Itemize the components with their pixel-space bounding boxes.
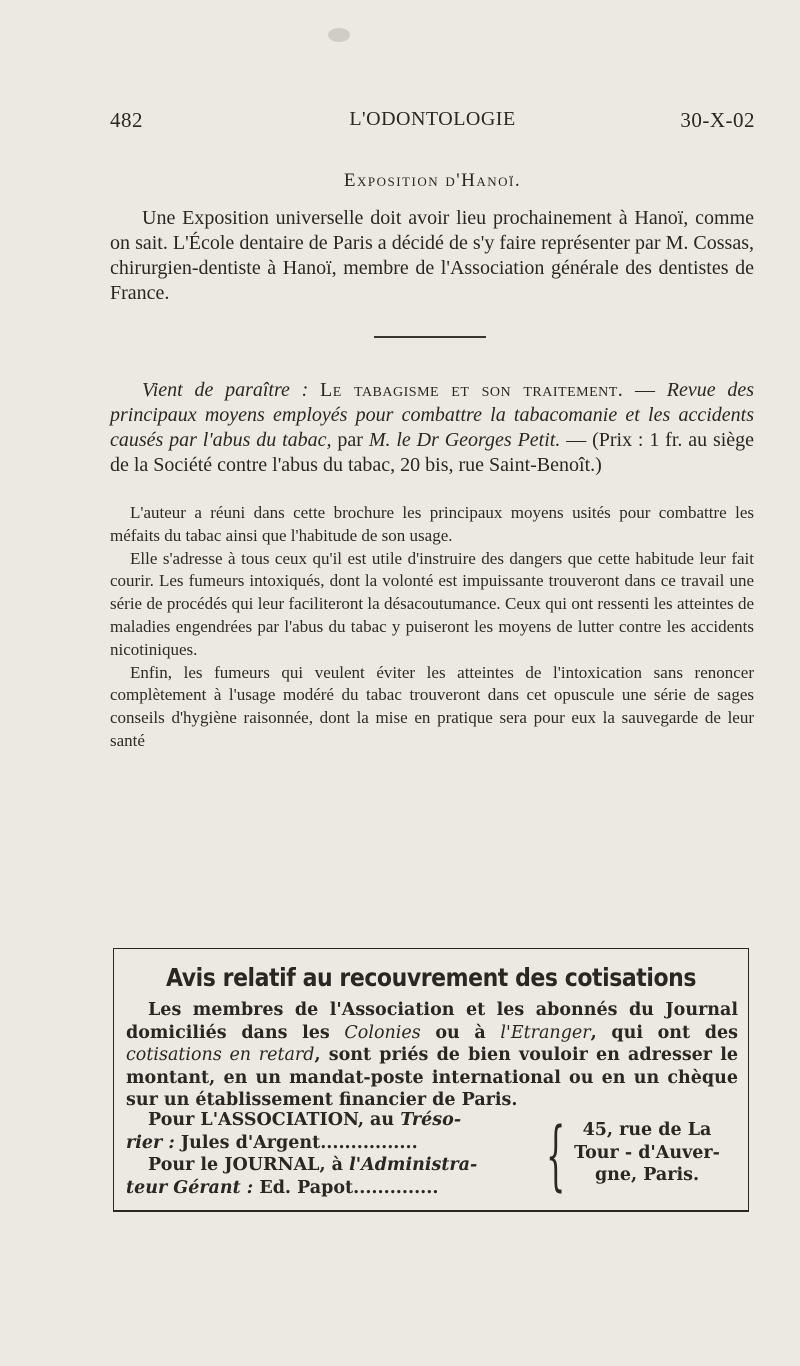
recipients bbox=[126, 1109, 546, 1199]
payment-addresses bbox=[126, 1109, 738, 1205]
notice-body bbox=[126, 999, 738, 1112]
notice-etranger: l'Etranger bbox=[500, 1022, 591, 1043]
review-lead: Vient de paraître : bbox=[142, 379, 309, 401]
notice-paragraph bbox=[126, 999, 738, 1112]
hanoi-article bbox=[110, 206, 754, 306]
journal-role-cont: teur Gérant : bbox=[126, 1177, 254, 1198]
review-book-title: Le tabagisme et son traitement. bbox=[320, 379, 624, 401]
notice-text: , qui ont des bbox=[590, 1022, 738, 1043]
running-header bbox=[110, 108, 755, 138]
notice-text: ou à bbox=[420, 1022, 501, 1043]
notice-cotisations: cotisations en retard bbox=[126, 1045, 315, 1065]
assoc-line-1 bbox=[126, 1109, 546, 1132]
section-title-hanoi: Exposition d'Hanoï. bbox=[343, 170, 522, 191]
review-dash-1: — bbox=[635, 379, 656, 401]
assoc-role-cont: rier : bbox=[126, 1132, 175, 1153]
ink-smudge bbox=[328, 28, 350, 42]
review-subtitle: Revue des principaux moyens employés pour combattre la tabacomanie et les accidents causés par l'abus du tabac, bbox=[110, 379, 755, 451]
review-paragraph: L'auteur a réuni dans cette brochure les principaux moyens usités pour combattre les méfaits du tabac ainsi que l'habitude de son usage. bbox=[110, 503, 754, 545]
review-paragraph: Elle s'adresse à tous ceux qu'il est utile d'instruire des dangers que cette habitude leur fait courir. Les fumeurs intoxiqués, dont la volonté est impuissante trouveront dans ce travail une série de procédés qui leur faciliteront la désacoutumance. Ceux qui ont ressenti les atteintes de maladies engendrées par l'abus du tabac y puiseront les moyens de lutter contre les accidents nicotiniques. bbox=[110, 548, 754, 659]
journal-leader-dots: .............. bbox=[353, 1177, 439, 1198]
assoc-role: Tréso- bbox=[400, 1110, 462, 1130]
journal-name: Ed. Papot bbox=[253, 1177, 354, 1198]
review-by: par bbox=[337, 429, 363, 451]
notice-text: , sont priés de bien vouloir en adresser le montant, en un mandat-poste international ou en un chèque sur un établissement financier de Paris. bbox=[126, 1045, 738, 1110]
review-paragraph: Enfin, les fumeurs qui veulent éviter les atteintes de l'intoxication sans renoncer complètement à l'usage modéré du tabac trouveront dans cet opuscule une série de sages conseils d'hygiène raisonnée, dont la mise en pratique sera pour eux la sauvegarde de leur santé bbox=[110, 662, 754, 750]
hanoi-paragraph: Une Exposition universelle doit avoir lieu prochainement à Hanoï, comme on sait. L'École dentaire de Paris a décidé de s'y faire représenter par M. Cossas, chirurgien-dentiste à Hanoï, membre de l'Association générale des dentistes de France. bbox=[110, 207, 754, 304]
review-citation bbox=[110, 378, 754, 478]
dues-notice-box bbox=[113, 948, 749, 1212]
journal-line-1 bbox=[126, 1154, 546, 1177]
curly-brace: { bbox=[546, 1110, 566, 1199]
review-author: M. le Dr Georges Petit. bbox=[368, 429, 561, 451]
assoc-line-2 bbox=[126, 1132, 546, 1155]
review-body bbox=[110, 502, 754, 753]
issue-date: 30-X-02 bbox=[680, 108, 755, 132]
assoc-label: Pour L'ASSOCIATION, au bbox=[148, 1110, 401, 1130]
journal-role: l'Administra- bbox=[349, 1155, 478, 1175]
book-review-heading bbox=[110, 378, 754, 478]
journal-label: Pour le JOURNAL, à bbox=[148, 1155, 350, 1175]
assoc-name: Jules d'Argent bbox=[174, 1132, 321, 1153]
journal-line-2 bbox=[126, 1177, 546, 1200]
review-price: (Prix : 1 fr. au siège de la Société contre l'abus du tabac, 20 bis, rue Saint-Benoît.) bbox=[110, 429, 755, 476]
review-dash-2: — bbox=[566, 429, 587, 451]
assoc-leader-dots: ................ bbox=[320, 1132, 418, 1153]
notice-title: Avis relatif au recouvrement des cotisations bbox=[165, 963, 697, 992]
postal-address: 45, rue de La Tour - d'Auver- gne, Paris. bbox=[574, 1120, 720, 1185]
page-number: 482 bbox=[110, 108, 143, 132]
notice-colonies: Colonies bbox=[344, 1022, 421, 1043]
notice-text: Les membres de l'Association et les abonnés du Journal domiciliés dans les bbox=[126, 1000, 738, 1043]
journal-title: L'ODONTOLOGIE bbox=[349, 108, 516, 130]
section-divider bbox=[374, 336, 486, 338]
